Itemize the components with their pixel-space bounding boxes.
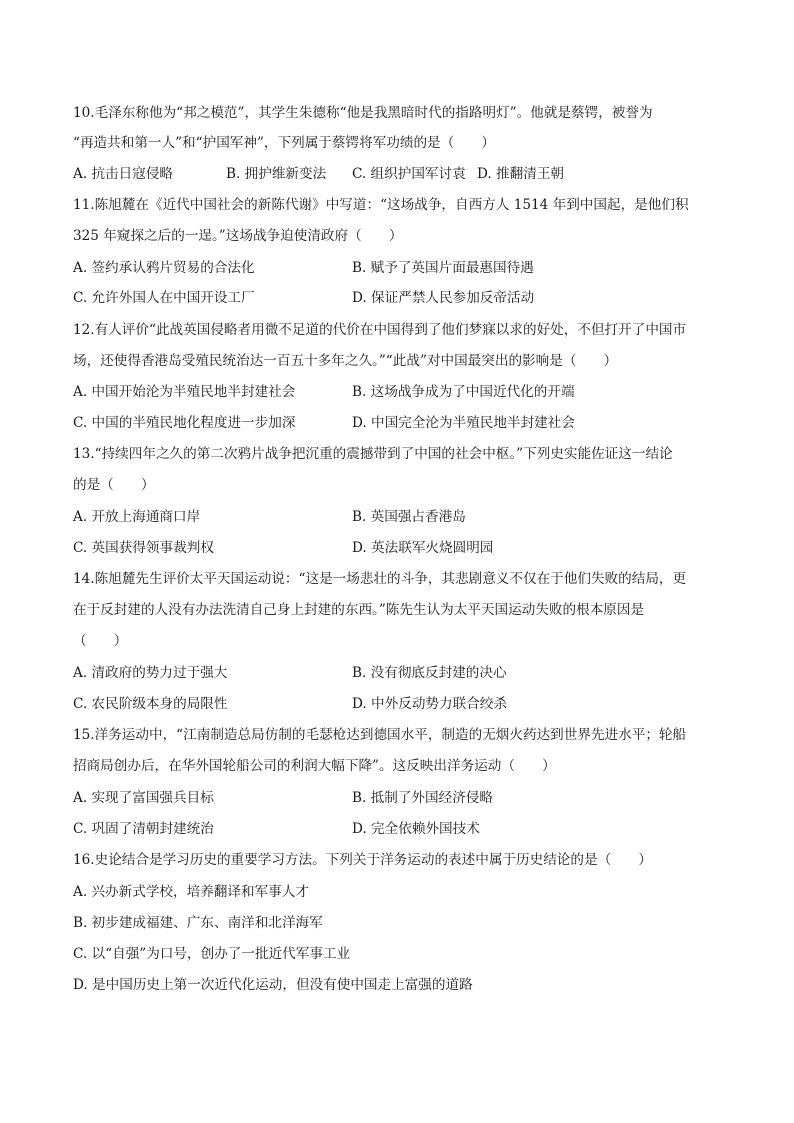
question-13-stem-line-2: 的是（ ） [73, 477, 155, 493]
question-16-option-a: A. 兴办新式学校，培养翻译和军事人才 [73, 884, 309, 900]
question-16-stem-line-1: 16.史论结合是学习历史的重要学习方法。下列关于洋务运动的表述中属于历史结论的是（ ） [73, 852, 652, 868]
question-12-option-d: D. 中国完全沦为半殖民地半封建社会 [352, 415, 575, 431]
question-13-option-d: D. 英法联军火烧圆明园 [352, 540, 494, 556]
question-10-option-d: D. 推翻清王朝 [477, 166, 565, 182]
question-10-stem-line-2: “再造共和第一人”和“护国军神”，下列属于蔡锷将军功绩的是（ ） [73, 135, 496, 151]
question-15-option-b: B. 抵制了外国经济侵略 [352, 790, 493, 806]
question-13-option-b: B. 英国强占香港岛 [352, 509, 466, 525]
question-10-option-a: A. 抗击日寇侵略 [73, 166, 174, 182]
question-11-stem-line-1: 11.陈旭麓在《近代中国社会的新陈代谢》中写道：“这场战争，自西方人 1514 年到中国起，是他们积 [73, 197, 689, 213]
question-14-stem-line-3: （ ） [73, 633, 128, 649]
question-15-option-a: A. 实现了富国强兵目标 [73, 790, 214, 806]
question-16-option-c: C. 以“自强”为口号，创办了一批近代军事工业 [73, 946, 351, 962]
question-15-option-c: C. 巩固了清朝封建统治 [73, 821, 214, 837]
question-16-option-d: D. 是中国历史上第一次近代化运动，但没有使中国走上富强的道路 [73, 977, 473, 993]
question-15-stem-line-1: 15.洋务运动中，“江南制造总局仿制的毛瑟枪达到德国水平，制造的无烟火药达到世界先进水平；轮船 [73, 727, 687, 743]
question-11-stem-line-2: 325 年窥探之后的一逞。”这场战争迫使清政府（ ） [73, 228, 403, 244]
question-12-option-b: B. 这场战争成为了中国近代化的开端 [352, 384, 575, 400]
question-13-option-a: A. 开放上海通商口岸 [73, 509, 201, 525]
question-15-option-d: D. 完全依赖外国技术 [352, 821, 480, 837]
question-10-option-c: C. 组织护国军讨袁 [352, 166, 466, 182]
question-11-option-a: A. 签约承认鸦片贸易的合法化 [73, 260, 255, 276]
question-14-option-d: D. 中外反动势力联合绞杀 [352, 696, 507, 712]
question-11-option-b: B. 赋予了英国片面最惠国待遇 [352, 260, 534, 276]
question-12-stem-line-1: 12.有人评价“此战英国侵略者用微不足道的代价在中国得到了他们梦寐以求的好处，不但打开了中国市 [73, 322, 687, 338]
question-10-option-b: B. 拥护维新变法 [226, 166, 327, 182]
question-11-option-d: D. 保证严禁人民参加反帝活动 [352, 290, 535, 306]
question-14-option-a: A. 清政府的势力过于强大 [73, 665, 228, 681]
question-14-stem-line-2: 在于反封建的人没有办法洗清自己身上封建的东西。”陈先生认为太平天国运动失败的根本原因是 [73, 602, 645, 618]
question-12-option-c: C. 中国的半殖民地化程度进一步加深 [73, 415, 296, 431]
question-14-stem-line-1: 14.陈旭麓先生评价太平天国运动说：“这是一场悲壮的斗争，其悲剧意义不仅在于他们失败的结局，更 [73, 571, 687, 587]
question-12-option-a: A. 中国开始沦为半殖民地半封建社会 [73, 384, 296, 400]
question-10-stem-line-1: 10.毛泽东称他为“邦之模范”，其学生朱德称“他是我黑暗时代的指路明灯”。他就是蔡锷，被誉为 [73, 105, 653, 121]
question-13-option-c: C. 英国获得领事裁判权 [73, 540, 214, 556]
question-14-option-b: B. 没有彻底反封建的决心 [352, 665, 507, 681]
question-15-stem-line-2: 招商局创办后，在华外国轮船公司的利润大幅下降”。这反映出洋务运动（ ） [73, 758, 556, 774]
question-11-option-c: C. 允许外国人在中国开设工厂 [73, 290, 255, 306]
question-12-stem-line-2: 场，还使得香港岛受殖民统治达一百五十多年之久。”“此战”对中国最突出的影响是（ ） [73, 353, 618, 369]
question-14-option-c: C. 农民阶级本身的局限性 [73, 696, 228, 712]
question-16-option-b: B. 初步建成福建、广东、南洋和北洋海军 [73, 915, 323, 931]
question-13-stem-line-1: 13.“持续四年之久的第二次鸦片战争把沉重的震撼带到了中国的社会中枢。”下列史实能佐证这一结论 [73, 446, 673, 462]
